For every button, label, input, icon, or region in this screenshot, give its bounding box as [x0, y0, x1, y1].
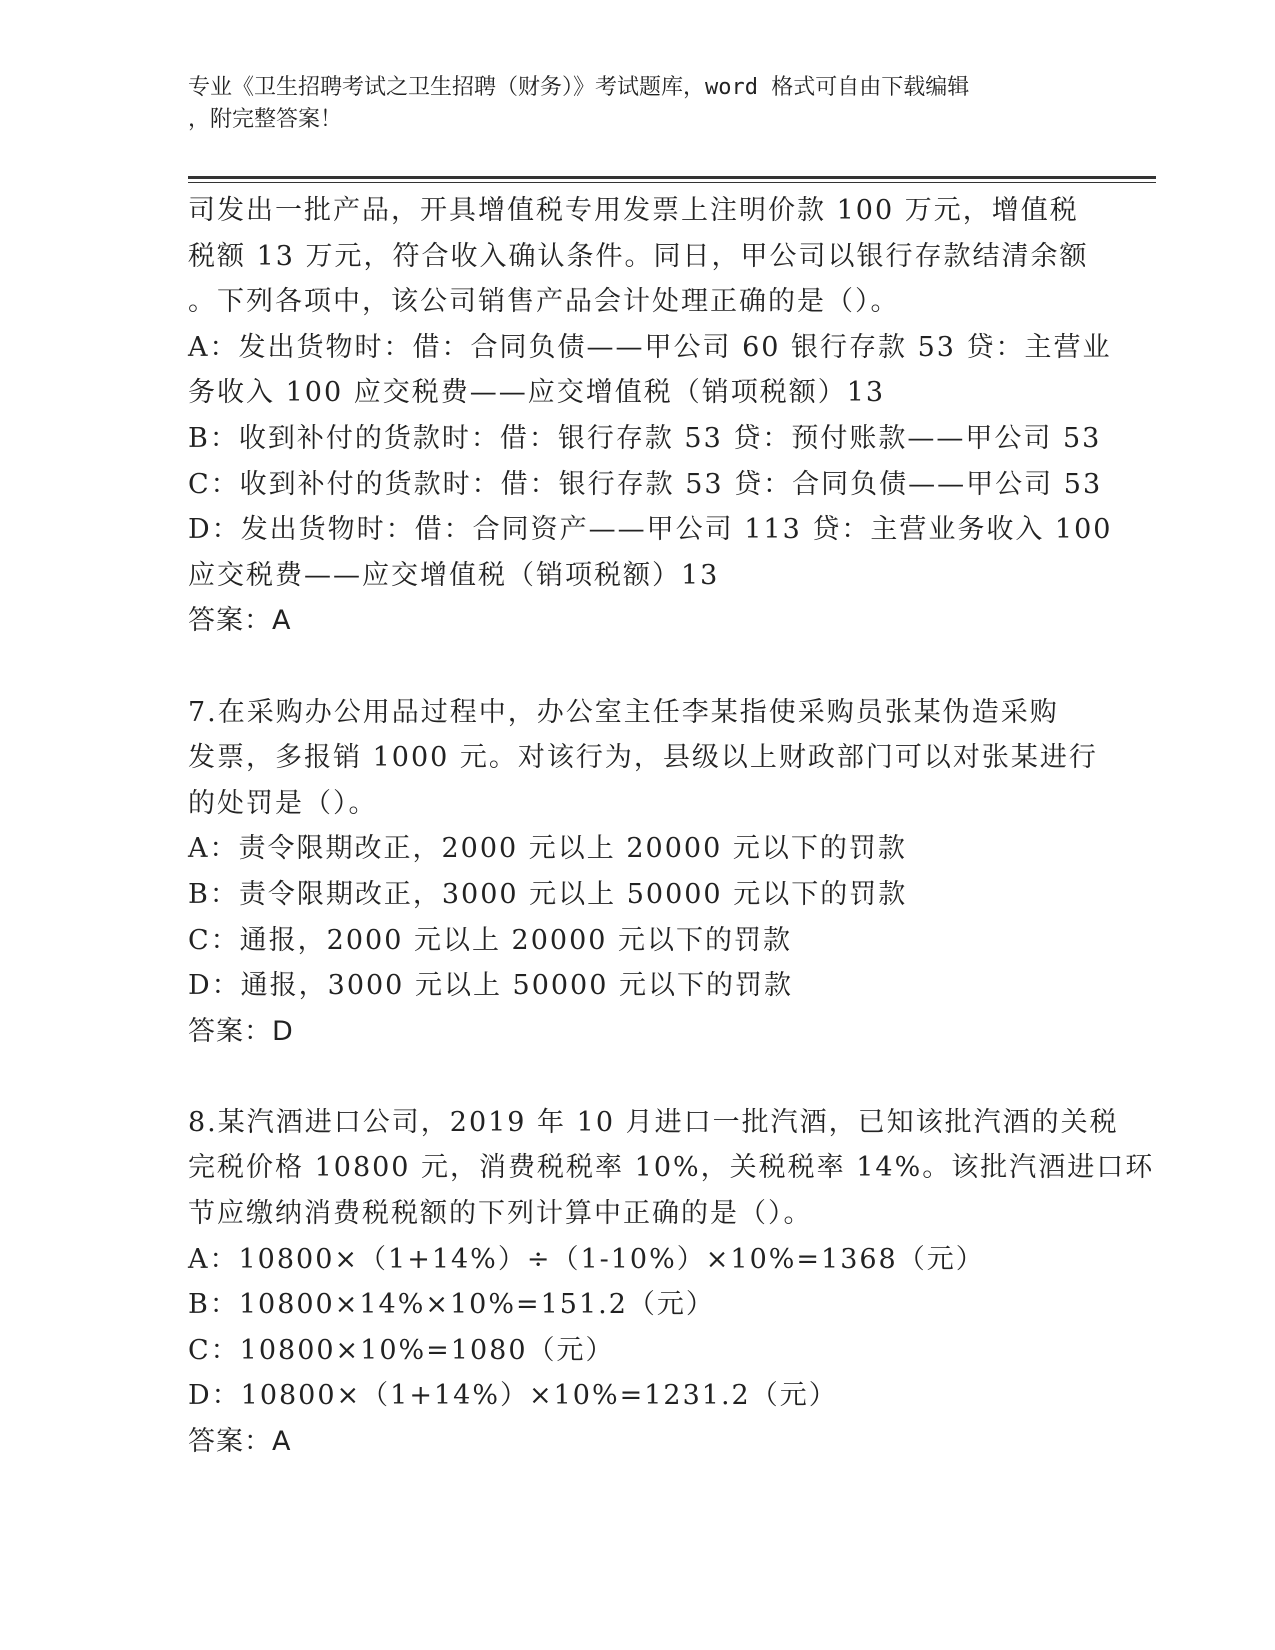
answer: 答案：D	[188, 1015, 294, 1047]
option-c: C：10800×10%=1080（元）	[188, 1334, 615, 1366]
option-a: A：10800×（1+14%）÷（1-10%）×10%=1368（元）	[188, 1243, 985, 1275]
question-stem-line: 司发出一批产品，开具增值税专用发票上注明价款 100 万元，增值税	[188, 195, 1079, 226]
option-d: D：发出货物时：借：合同资产——甲公司 113 贷：主营业务收入 100	[188, 514, 1113, 546]
question-stem-line: 。下列各项中，该公司销售产品会计处理正确的是（）。	[188, 286, 900, 318]
option-d: D：通报，3000 元以上 50000 元以下的罚款	[188, 970, 793, 1002]
answer: 答案：A	[188, 1426, 292, 1458]
header-divider-thick	[188, 176, 1156, 179]
option-c: C：通报，2000 元以上 20000 元以下的罚款	[188, 924, 793, 956]
question-stem-line: 完税价格 10800 元，消费税税率 10%，关税税率 14%。该批汽酒进口环	[188, 1152, 1155, 1184]
question-6	[188, 188, 1113, 644]
option-b: B：收到补付的货款时：借：银行存款 53 贷：预付账款——甲公司 53	[188, 422, 1102, 454]
question-stem-line: 税额 13 万元，符合收入确认条件。同日，甲公司以银行存款结清余额	[188, 240, 1089, 272]
option-b: B：10800×14%×10%=151.2（元）	[188, 1289, 715, 1321]
document-body	[188, 188, 1155, 1465]
question-spacer	[188, 644, 1088, 690]
question-stem-line: 的处罚是（）。	[188, 787, 378, 819]
option-a: A：发出货物时：借：合同负债——甲公司 60 银行存款 53 贷：主营业	[188, 331, 1112, 363]
document-header	[188, 72, 1088, 136]
option-c: C：收到补付的货款时：借：银行存款 53 贷：合同负债——甲公司 53	[188, 468, 1103, 500]
question-stem-line: 发票，多报销 1000 元。对该行为，县级以上财政部门可以对张某进行	[188, 742, 1098, 774]
option-b: B：责令限期改正，3000 元以上 50000 元以下的罚款	[188, 878, 908, 910]
question-8	[188, 1100, 1155, 1465]
question-stem-line: 7.在采购办公用品过程中，办公室主任李某指使采购员张某伪造采购	[188, 696, 1059, 728]
question-7	[188, 690, 1098, 1055]
option-d: D：10800×（1+14%）×10%=1231.2（元）	[188, 1380, 838, 1412]
header-title-line-1: 专业《卫生招聘考试之卫生招聘（财务）》考试题库，word 格式可自由下载编辑	[188, 75, 970, 100]
answer: 答案：A	[188, 605, 292, 637]
header-divider-thin	[188, 182, 1156, 183]
option-d-continued: 应交税费——应交增值税（销项税额）13	[188, 559, 720, 591]
question-stem-line: 节应缴纳消费税税额的下列计算中正确的是（）。	[188, 1198, 813, 1230]
header-title-line-2: ，附完整答案！	[188, 107, 343, 132]
option-a: A：责令限期改正，2000 元以上 20000 元以下的罚款	[188, 833, 907, 865]
question-spacer	[188, 1054, 1088, 1100]
option-a-continued: 务收入 100 应交税费——应交增值税（销项税额）13	[188, 377, 886, 409]
question-stem-line: 8.某汽酒进口公司，2019 年 10 月进口一批汽酒，已知该批汽酒的关税	[188, 1106, 1119, 1138]
